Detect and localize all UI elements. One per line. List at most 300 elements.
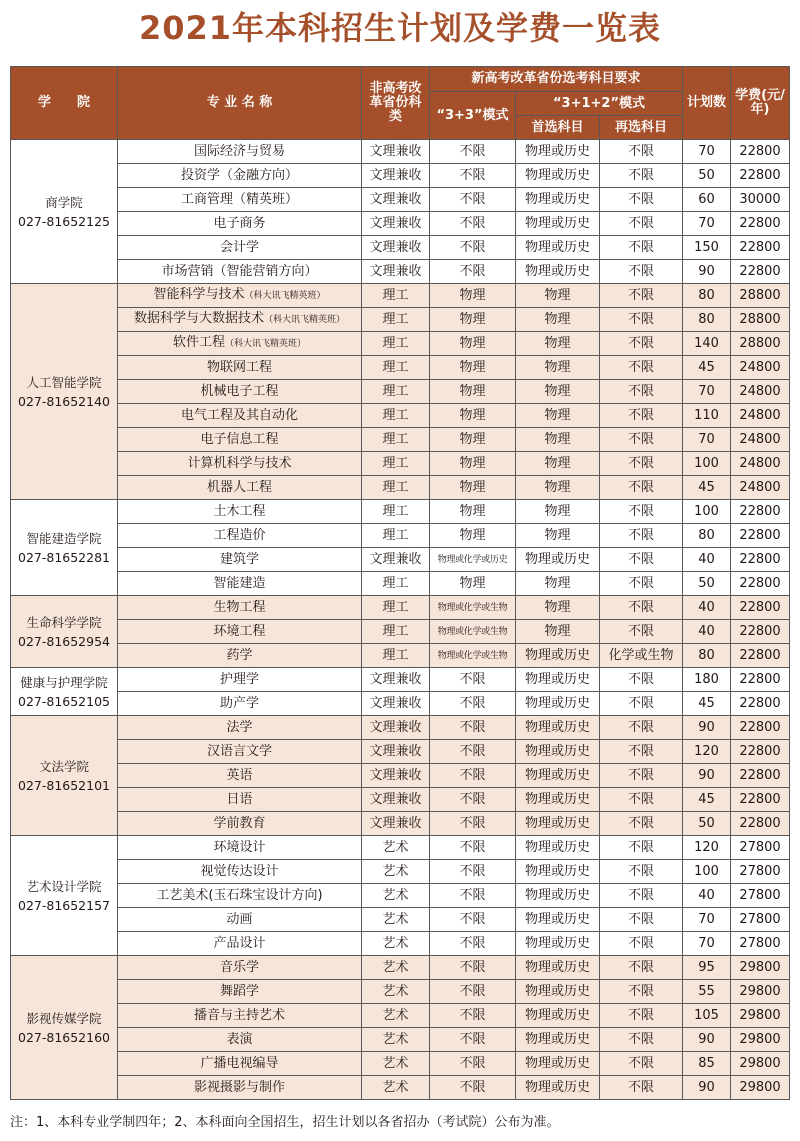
category-cell: 理工: [362, 476, 430, 500]
major-name: 会计学: [219, 239, 259, 255]
page-title: 2021年本科招生计划及学费一览表: [138, 9, 662, 47]
table-row: [11, 548, 790, 572]
plan-cell: 45: [683, 356, 731, 380]
category-cell: 艺术: [362, 1052, 430, 1076]
table-row: [11, 980, 790, 1004]
mode33-cell: 不限: [430, 884, 516, 908]
major-cell: [118, 692, 362, 716]
major-cell: [118, 812, 362, 836]
second-choice-cell: 不限: [600, 1004, 683, 1028]
mode33-cell: 不限: [430, 260, 516, 284]
major-name: 表演: [226, 1031, 253, 1047]
table-row: [11, 1076, 790, 1100]
fee-cell: 28800: [731, 332, 790, 356]
major-cell: [118, 932, 362, 956]
college-phone: 027-81652281: [18, 549, 110, 565]
mode33-cell: 不限: [430, 212, 516, 236]
plan-cell: 70: [683, 932, 731, 956]
category-cell: 艺术: [362, 1028, 430, 1052]
first-choice-cell: 物理: [516, 332, 600, 356]
first-choice-cell: 物理或历史: [516, 1052, 600, 1076]
major-cell: [118, 164, 362, 188]
second-choice-cell: 化学或生物: [600, 644, 683, 668]
second-choice-cell: 不限: [600, 308, 683, 332]
major-cell: [118, 908, 362, 932]
fee-cell: 22800: [731, 620, 790, 644]
mode33-cell: 物理: [430, 476, 516, 500]
category-cell: 艺术: [362, 836, 430, 860]
table-row: [11, 764, 790, 788]
first-choice-cell: 物理或历史: [516, 716, 600, 740]
first-choice-cell: 物理或历史: [516, 140, 600, 164]
plan-cell: 60: [683, 188, 731, 212]
major-name: 学前教育: [213, 815, 266, 831]
table-row: [11, 644, 790, 668]
second-choice-cell: 不限: [600, 716, 683, 740]
college-phone: 027-81652125: [18, 213, 110, 229]
category-cell: 文理兼收: [362, 260, 430, 284]
category-cell: 文理兼收: [362, 692, 430, 716]
first-choice-cell: 物理或历史: [516, 764, 600, 788]
college-phone: 027-81652101: [18, 777, 110, 793]
category-cell: 艺术: [362, 1004, 430, 1028]
first-choice-cell: 物理或历史: [516, 212, 600, 236]
college-name: 生命科学学院: [26, 614, 102, 630]
major-cell: [118, 572, 362, 596]
college-cell: [11, 596, 118, 668]
fee-cell: 24800: [731, 452, 790, 476]
major-cell: [118, 836, 362, 860]
major-name: 影视摄影与制作: [193, 1079, 285, 1095]
first-choice-cell: 物理: [516, 596, 600, 620]
first-choice-cell: 物理或历史: [516, 812, 600, 836]
table-row: [11, 884, 790, 908]
major-name: 环境工程: [213, 623, 266, 639]
first-choice-cell: 物理或历史: [516, 692, 600, 716]
plan-cell: 50: [683, 812, 731, 836]
first-choice-cell: 物理: [516, 284, 600, 308]
table-row: [11, 956, 790, 980]
second-choice-cell: 不限: [600, 212, 683, 236]
table-row: [11, 500, 790, 524]
major-name: 电子商务: [213, 215, 266, 231]
major-name: 机械电子工程: [200, 383, 279, 399]
fee-cell: 27800: [731, 908, 790, 932]
first-choice-cell: 物理或历史: [516, 668, 600, 692]
major-name: 广播电视编导: [200, 1055, 279, 1071]
plan-cell: 70: [683, 908, 731, 932]
fee-cell: 24800: [731, 356, 790, 380]
first-choice-cell: 物理或历史: [516, 644, 600, 668]
category-cell: 理工: [362, 428, 430, 452]
table-row: [11, 140, 790, 164]
mode33-cell: 物理或化学或生物: [430, 620, 516, 644]
major-name: 工商管理（精英班）: [180, 191, 298, 207]
plan-cell: 90: [683, 764, 731, 788]
fee-cell: 29800: [731, 980, 790, 1004]
plan-cell: 85: [683, 1052, 731, 1076]
major-name: 英语: [226, 767, 253, 783]
mode33-cell: 不限: [430, 164, 516, 188]
table-row: [11, 260, 790, 284]
major-note: （科大讯飞精英班）: [225, 339, 307, 349]
major-cell: [118, 980, 362, 1004]
second-choice-cell: 不限: [600, 1076, 683, 1100]
second-choice-cell: 不限: [600, 404, 683, 428]
plan-cell: 45: [683, 692, 731, 716]
major-cell: [118, 356, 362, 380]
table-row: [11, 356, 790, 380]
second-choice-cell: 不限: [600, 236, 683, 260]
college-cell: [11, 140, 118, 284]
category-cell: 文理兼收: [362, 140, 430, 164]
category-cell: 理工: [362, 572, 430, 596]
category-cell: 艺术: [362, 932, 430, 956]
mode33-cell: 不限: [430, 1028, 516, 1052]
first-choice-cell: 物理或历史: [516, 1076, 600, 1100]
major-name: 建筑学: [219, 551, 259, 567]
table-row: [11, 692, 790, 716]
category-cell: 理工: [362, 452, 430, 476]
second-choice-cell: 不限: [600, 788, 683, 812]
category-cell: 文理兼收: [362, 668, 430, 692]
major-name: 生物工程: [213, 599, 266, 615]
first-choice-cell: 物理: [516, 308, 600, 332]
major-cell: [118, 884, 362, 908]
first-choice-cell: 物理: [516, 380, 600, 404]
second-choice-cell: 不限: [600, 908, 683, 932]
fee-cell: 22800: [731, 788, 790, 812]
plan-cell: 95: [683, 956, 731, 980]
table-row: [11, 932, 790, 956]
fee-cell: 22800: [731, 644, 790, 668]
table-body: [11, 140, 790, 1100]
plan-cell: 40: [683, 884, 731, 908]
category-cell: 艺术: [362, 860, 430, 884]
plan-cell: 90: [683, 260, 731, 284]
second-choice-cell: 不限: [600, 380, 683, 404]
second-choice-cell: 不限: [600, 284, 683, 308]
college-cell: [11, 284, 118, 500]
fee-cell: 22800: [731, 140, 790, 164]
table-row: [11, 572, 790, 596]
mode33-cell: 物理或化学或历史: [430, 548, 516, 572]
table-row: [11, 740, 790, 764]
major-cell: [118, 1004, 362, 1028]
category-cell: 文理兼收: [362, 740, 430, 764]
table-row: [11, 284, 790, 308]
table-row: [11, 308, 790, 332]
fee-cell: 22800: [731, 572, 790, 596]
second-choice-cell: 不限: [600, 1028, 683, 1052]
major-name: 护理学: [219, 671, 259, 687]
header-new-reform: 新高考改革省份选考科目要求: [430, 67, 683, 92]
header-second-choice: 再选科目: [600, 116, 683, 140]
table-row: [11, 332, 790, 356]
college-name: 商学院: [45, 194, 83, 210]
major-cell: [118, 524, 362, 548]
major-name: 舞蹈学: [219, 983, 259, 999]
major-name: 市场营销（智能营销方向）: [161, 263, 318, 279]
mode33-cell: 物理: [430, 332, 516, 356]
footnote: 注：1、本科专业学制四年；2、本科面向全国招生，招生计划以各省招办（考试院）公布为准。: [10, 1115, 560, 1130]
plan-cell: 120: [683, 836, 731, 860]
second-choice-cell: 不限: [600, 188, 683, 212]
plan-cell: 100: [683, 860, 731, 884]
major-name: 电子信息工程: [200, 431, 279, 447]
major-cell: [118, 284, 362, 308]
table-row: [11, 380, 790, 404]
second-choice-cell: 不限: [600, 668, 683, 692]
category-cell: 艺术: [362, 884, 430, 908]
second-choice-cell: 不限: [600, 812, 683, 836]
mode33-cell: 物理或化学或生物: [430, 644, 516, 668]
category-cell: 文理兼收: [362, 188, 430, 212]
first-choice-cell: 物理: [516, 620, 600, 644]
category-cell: 文理兼收: [362, 548, 430, 572]
category-cell: 理工: [362, 644, 430, 668]
category-cell: 理工: [362, 308, 430, 332]
mode33-cell: 不限: [430, 236, 516, 260]
major-name: 产品设计: [213, 935, 266, 951]
mode33-cell: 物理: [430, 452, 516, 476]
plan-cell: 50: [683, 572, 731, 596]
major-name: 法学: [226, 719, 253, 735]
category-cell: 文理兼收: [362, 236, 430, 260]
major-note: （科大讯飞精英班）: [264, 315, 346, 325]
second-choice-cell: 不限: [600, 140, 683, 164]
table-row: [11, 452, 790, 476]
table-row: [11, 1028, 790, 1052]
major-name: 音乐学: [219, 959, 259, 975]
table-row: [11, 212, 790, 236]
first-choice-cell: 物理或历史: [516, 956, 600, 980]
major-name: 助产学: [219, 695, 259, 711]
mode33-cell: 不限: [430, 188, 516, 212]
first-choice-cell: 物理: [516, 476, 600, 500]
mode33-cell: 不限: [430, 692, 516, 716]
major-name: 日语: [226, 791, 253, 807]
mode33-cell: 不限: [430, 740, 516, 764]
second-choice-cell: 不限: [600, 524, 683, 548]
mode33-cell: 不限: [430, 764, 516, 788]
major-name: 软件工程: [172, 335, 225, 350]
mode33-cell: 不限: [430, 140, 516, 164]
first-choice-cell: 物理或历史: [516, 260, 600, 284]
mode33-cell: 不限: [430, 668, 516, 692]
second-choice-cell: 不限: [600, 164, 683, 188]
table-header: [11, 67, 790, 140]
major-name: 计算机科学与技术: [187, 455, 292, 471]
mode33-cell: 物理: [430, 308, 516, 332]
enrollment-table: [10, 66, 790, 1100]
college-name: 健康与护理学院: [20, 674, 108, 690]
plan-cell: 40: [683, 548, 731, 572]
table-row: [11, 716, 790, 740]
major-name: 环境设计: [213, 839, 266, 855]
major-cell: [118, 428, 362, 452]
second-choice-cell: 不限: [600, 1052, 683, 1076]
category-cell: 理工: [362, 620, 430, 644]
fee-cell: 22800: [731, 164, 790, 188]
major-cell: [118, 260, 362, 284]
mode33-cell: 物理: [430, 524, 516, 548]
first-choice-cell: 物理: [516, 428, 600, 452]
first-choice-cell: 物理或历史: [516, 1004, 600, 1028]
first-choice-cell: 物理: [516, 356, 600, 380]
first-choice-cell: 物理: [516, 404, 600, 428]
college-name: 艺术设计学院: [26, 878, 102, 894]
major-cell: [118, 788, 362, 812]
fee-cell: 22800: [731, 596, 790, 620]
fee-cell: 22800: [731, 764, 790, 788]
first-choice-cell: 物理或历史: [516, 548, 600, 572]
plan-cell: 70: [683, 212, 731, 236]
second-choice-cell: 不限: [600, 884, 683, 908]
table-row: [11, 596, 790, 620]
major-cell: [118, 308, 362, 332]
header-college: 学 院: [11, 67, 118, 140]
table-row: [11, 236, 790, 260]
plan-cell: 80: [683, 308, 731, 332]
plan-cell: 70: [683, 140, 731, 164]
category-cell: 理工: [362, 500, 430, 524]
first-choice-cell: 物理或历史: [516, 1028, 600, 1052]
major-cell: [118, 380, 362, 404]
fee-cell: 22800: [731, 500, 790, 524]
major-name: 电气工程及其自动化: [180, 407, 298, 423]
first-choice-cell: 物理或历史: [516, 860, 600, 884]
fee-cell: 22800: [731, 548, 790, 572]
mode33-cell: 不限: [430, 980, 516, 1004]
category-cell: 理工: [362, 380, 430, 404]
category-cell: 理工: [362, 332, 430, 356]
mode33-cell: 物理: [430, 500, 516, 524]
plan-cell: 120: [683, 740, 731, 764]
college-name: 文法学院: [38, 758, 89, 774]
major-cell: [118, 332, 362, 356]
header-fee: 学费(元/年): [731, 67, 790, 140]
major-name: 数据科学与大数据技术: [133, 311, 264, 326]
first-choice-cell: 物理: [516, 572, 600, 596]
college-name: 人工智能学院: [26, 374, 102, 390]
major-cell: [118, 452, 362, 476]
plan-cell: 50: [683, 164, 731, 188]
second-choice-cell: 不限: [600, 500, 683, 524]
major-cell: [118, 1052, 362, 1076]
table-row: [11, 860, 790, 884]
second-choice-cell: 不限: [600, 932, 683, 956]
fee-cell: 27800: [731, 884, 790, 908]
fee-cell: 24800: [731, 428, 790, 452]
mode33-cell: 物理: [430, 356, 516, 380]
fee-cell: 24800: [731, 476, 790, 500]
category-cell: 艺术: [362, 1076, 430, 1100]
major-name: 智能建造: [213, 575, 266, 591]
table-row: [11, 668, 790, 692]
plan-cell: 180: [683, 668, 731, 692]
first-choice-cell: 物理或历史: [516, 908, 600, 932]
first-choice-cell: 物理或历史: [516, 236, 600, 260]
mode33-cell: 不限: [430, 908, 516, 932]
major-name: 动画: [226, 911, 253, 927]
plan-cell: 80: [683, 284, 731, 308]
fee-cell: 29800: [731, 1076, 790, 1100]
fee-cell: 28800: [731, 284, 790, 308]
major-cell: [118, 764, 362, 788]
table-row: [11, 1052, 790, 1076]
college-cell: [11, 500, 118, 596]
first-choice-cell: 物理或历史: [516, 164, 600, 188]
second-choice-cell: 不限: [600, 332, 683, 356]
major-cell: [118, 716, 362, 740]
mode33-cell: 不限: [430, 1076, 516, 1100]
college-cell: [11, 836, 118, 956]
mode33-cell: 不限: [430, 956, 516, 980]
table-row: [11, 812, 790, 836]
second-choice-cell: 不限: [600, 860, 683, 884]
table-row: [11, 620, 790, 644]
mode33-cell: 物理: [430, 572, 516, 596]
second-choice-cell: 不限: [600, 740, 683, 764]
mode33-cell: 不限: [430, 788, 516, 812]
fee-cell: 30000: [731, 188, 790, 212]
first-choice-cell: 物理或历史: [516, 932, 600, 956]
second-choice-cell: 不限: [600, 356, 683, 380]
major-cell: [118, 1028, 362, 1052]
major-cell: [118, 596, 362, 620]
college-phone: 027-81652160: [18, 1029, 110, 1045]
header-first-choice: 首选科目: [516, 116, 600, 140]
category-cell: 艺术: [362, 956, 430, 980]
plan-cell: 55: [683, 980, 731, 1004]
mode33-cell: 不限: [430, 932, 516, 956]
major-cell: [118, 476, 362, 500]
plan-cell: 90: [683, 1076, 731, 1100]
major-cell: [118, 404, 362, 428]
major-name: 物联网工程: [206, 359, 272, 375]
fee-cell: 24800: [731, 380, 790, 404]
category-cell: 文理兼收: [362, 764, 430, 788]
major-name: 药学: [226, 647, 253, 663]
major-name: 汉语言文学: [206, 743, 272, 759]
fee-cell: 29800: [731, 1004, 790, 1028]
category-cell: 理工: [362, 596, 430, 620]
fee-cell: 27800: [731, 932, 790, 956]
major-name: 机器人工程: [206, 479, 272, 495]
major-cell: [118, 188, 362, 212]
fee-cell: 29800: [731, 956, 790, 980]
plan-cell: 40: [683, 596, 731, 620]
second-choice-cell: 不限: [600, 980, 683, 1004]
first-choice-cell: 物理或历史: [516, 788, 600, 812]
mode33-cell: 物理: [430, 380, 516, 404]
plan-cell: 80: [683, 524, 731, 548]
major-cell: [118, 740, 362, 764]
major-name: 工程造价: [213, 527, 266, 543]
category-cell: 文理兼收: [362, 812, 430, 836]
mode33-cell: 物理或化学或生物: [430, 596, 516, 620]
college-name: 影视传媒学院: [26, 1010, 102, 1026]
mode33-cell: 不限: [430, 716, 516, 740]
second-choice-cell: 不限: [600, 548, 683, 572]
major-cell: [118, 956, 362, 980]
second-choice-cell: 不限: [600, 260, 683, 284]
second-choice-cell: 不限: [600, 764, 683, 788]
second-choice-cell: 不限: [600, 836, 683, 860]
first-choice-cell: 物理: [516, 500, 600, 524]
table-row: [11, 188, 790, 212]
